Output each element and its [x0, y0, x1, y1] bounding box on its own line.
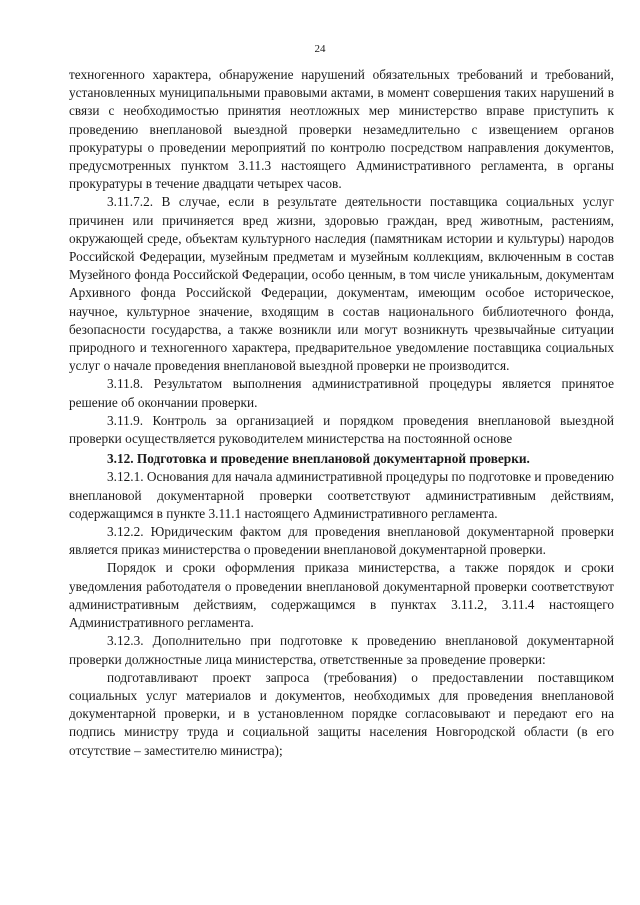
- paragraph: 3.11.8. Результатом выполнения административной процедуры является принятое решение об окончании проверки.: [69, 376, 614, 410]
- document-body: [69, 66, 614, 760]
- page-number: 24: [314, 43, 326, 55]
- paragraph: Порядок и сроки оформления приказа министерства, а также порядок и сроки уведомления работодателя о проведении внеплановой документарной проверки соответствуют административным действиям, содержащимся в пунктах 3.11.2, 3.11.4 настоящего Административного регламента.: [69, 560, 614, 631]
- section-heading: 3.12. Подготовка и проведение внеплановой документарной проверки.: [107, 451, 530, 467]
- paragraph: 3.12.1. Основания для начала административной процедуры по подготовке и проведению внеплановой документарной проверки соответствуют административным действиям, содержащимся в пункте 3.11.1 настоящего Административного регламента.: [69, 469, 614, 521]
- paragraph: 3.12.2. Юридическим фактом для проведения внеплановой документарной проверки является приказ министерства о проведении внеплановой документарной проверки.: [69, 524, 614, 558]
- paragraph: 3.11.7.2. В случае, если в результате деятельности поставщика социальных услуг причинен или причиняется вред жизни, здоровью граждан, вред животным, растениям, окружающей среде, объектам культурного наследия (памятникам истории и культуры) народов Российской Федерации, музейным предметам и музейным коллекциям, включенным в состав Музейного фонда Российской Федерации, особо ценным, в том числе уникальным, документам Архивного фонда Российской Федерации, документам, имеющим особое историческое, научное, культурное значение, входящим в состав национального библиотечного фонда, безопасности государства, а также возникли или могут возникнуть чрезвычайные ситуации природного и техногенного характера, предварительное уведомление поставщика социальных услуг о начале проведения внеплановой выездной проверки не производится.: [69, 194, 614, 374]
- paragraph: подготавливают проект запроса (требования) о предоставлении поставщиком социальных услуг материалов и документов, необходимых для проведения внеплановой документарной проверки, и в установленном порядке согласовывают и передают его на подпись министру труда и социальной защиты населения Новгородской области (в его отсутствие – заместителю министра);: [69, 669, 614, 758]
- paragraph: 3.12.3. Дополнительно при подготовке к проведению внеплановой документарной проверки должностные лица министерства, ответственные за проведение проверки:: [69, 633, 614, 667]
- paragraph: 3.11.9. Контроль за организацией и порядком проведения внеплановой выездной проверки осуществляется руководителем министерства на постоянной основе: [69, 412, 614, 447]
- paragraph: техногенного характера, обнаружение нарушений обязательных требований и требований, установленных муниципальными правовыми актами, в момент совершения таких нарушений в связи с необходимостью принятия неотложных мер министерство вправе приступить к проведению внеплановой выездной проверки незамедлительно с извещением органов прокуратуры о проведении мероприятий по контролю посредством направления документов, предусмотренных пунктом 3.11.3 настоящего Административного регламента, в органы прокуратуры в течение двадцати четырех часов.: [69, 67, 614, 192]
